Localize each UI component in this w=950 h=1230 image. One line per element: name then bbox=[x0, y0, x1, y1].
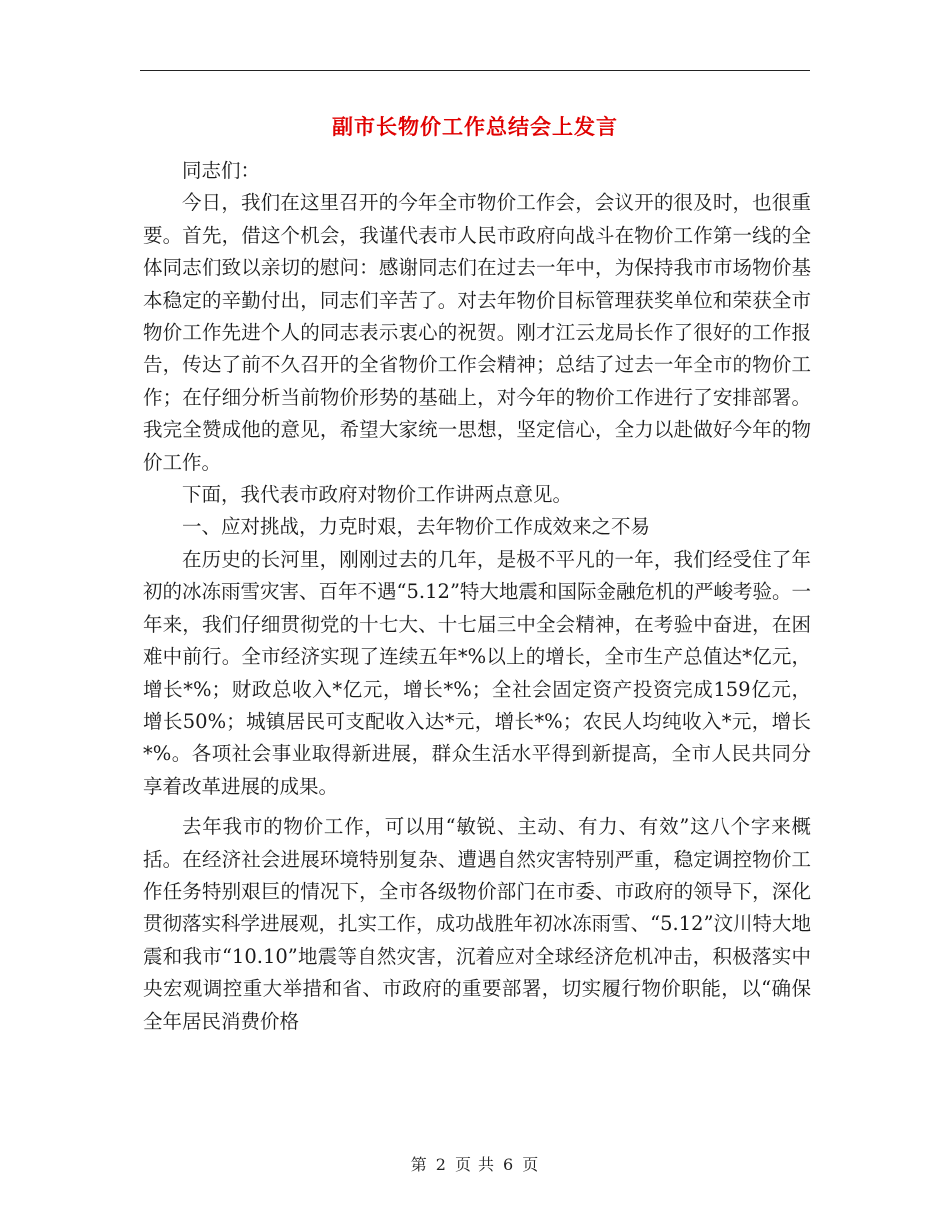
document-body bbox=[143, 155, 811, 1038]
footer-total-pages: 6 bbox=[503, 1155, 515, 1174]
footer-prefix: 第 bbox=[410, 1155, 428, 1174]
body-paragraph: 下面，我代表市政府对物价工作讲两点意见。 bbox=[182, 483, 573, 507]
document-title: 副市长物价工作总结会上发言 bbox=[332, 114, 618, 139]
body-paragraph: 在历史的长河里，刚刚过去的几年，是极不平凡的一年，我们经受住了年初的冰冻雨雪灾害、百年不遇“5.12”特大地震和国际金融危机的严峻考验。一年来，我们仔细贯彻党的十七大、十七届三中全会精神，在考验中奋进，在困难中前行。全市经济实现了连续五年*%以上的增长，全市生产总值达*亿元，增长*%；财政总收入*亿元，增长*%；全社会固定资产投资完成159亿元，增长50%；城镇居民可支配收入达*元，增长*%；农民人均纯收入*元，增长*%。各项社会事业取得新进展，群众生活水平得到新提高，全市人民共同分享着改革进展的成果。 bbox=[143, 547, 811, 798]
footer-suffix: 页 bbox=[522, 1155, 540, 1174]
body-paragraph: 去年我市的物价工作，可以用“敏锐、主动、有力、有效”这八个字来概括。在经济社会进展环境特别复杂、遭遇自然灾害特别严重，稳定调控物价工作任务特别艰巨的情况下，全市各级物价部门在市委、市政府的领导下，深化贯彻落实科学进展观，扎实工作，成功战胜年初冰冻雨雪、“5.12”汶川特大地震和我市“10.10”地震等自然灾害，沉着应对全球经济危机冲击，积极落实中央宏观调控重大举措和省、市政府的重要部署，切实履行物价职能，以“确保全年居民消费价格 bbox=[143, 815, 811, 1033]
footer-middle: 页 共 bbox=[454, 1155, 496, 1174]
footer-current-page: 2 bbox=[435, 1155, 447, 1174]
page-footer bbox=[0, 1152, 950, 1175]
salutation-paragraph: 同志们： bbox=[182, 159, 261, 182]
body-paragraph: 今日，我们在这里召开的今年全市物价工作会，会议开的很及时，也很重要。首先，借这个机会，我谨代表市人民市政府向战斗在物价工作第一线的全体同志们致以亲切的慰问：感谢同志们在过去一年中，为保持我市市场物价基本稳定的辛勤付出，同志们辛苦了。对去年物价目标管理获奖单位和荣获全市物价工作先进个人的同志表示衷心的祝贺。刚才江云龙局长作了很好的工作报告，传达了前不久召开的全省物价工作会精神；总结了过去一年全市的物价工作；在仔细分析当前物价形势的基础上，对今年的物价工作进行了安排部署。我完全赞成他的意见，希望大家统一思想，坚定信心，全力以赴做好今年的物价工作。 bbox=[143, 191, 811, 474]
header-rule bbox=[140, 70, 810, 71]
section-heading: 一、应对挑战，力克时艰，去年物价工作成效来之不易 bbox=[182, 515, 651, 539]
